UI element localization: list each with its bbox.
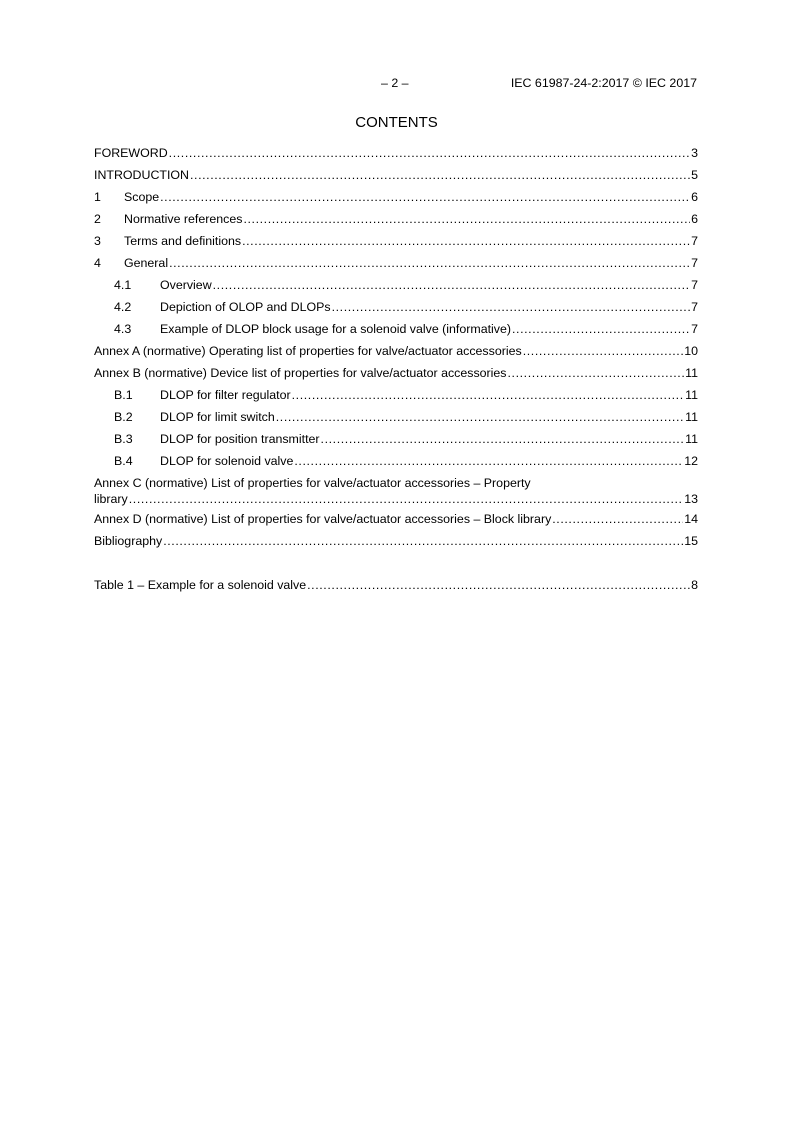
toc-entry[interactable] (94, 533, 698, 555)
toc-entry[interactable] (94, 277, 698, 299)
toc-entry-number: 4.1 (114, 278, 132, 292)
toc-entry[interactable] (94, 453, 698, 475)
toc-entry-text: General (124, 256, 169, 270)
toc-entry-text: Scope (124, 190, 160, 204)
toc-entry[interactable] (94, 343, 698, 365)
toc-entry-text-continued: library (94, 492, 128, 506)
table-of-contents (94, 145, 698, 599)
toc-entry-number: 1 (94, 190, 101, 204)
toc-entry-number: 2 (94, 212, 101, 226)
document-reference: IEC 61987-24-2:2017 © IEC 2017 (510, 76, 697, 90)
toc-entry[interactable] (94, 299, 698, 321)
leader-dots (129, 491, 683, 507)
leader-dots (169, 145, 690, 161)
toc-entry[interactable] (94, 189, 698, 211)
toc-entry[interactable] (94, 211, 698, 233)
leader-dots (552, 511, 683, 527)
leader-dots (243, 211, 690, 227)
toc-entry-text: DLOP for position transmitter (160, 432, 320, 446)
leader-dots (523, 343, 684, 359)
leader-dots (163, 533, 683, 549)
toc-entry[interactable] (94, 387, 698, 409)
toc-entry-page: 11 (685, 410, 698, 424)
leader-dots (512, 321, 690, 337)
toc-entry-page: 7 (691, 278, 698, 292)
toc-entry-page: 5 (691, 168, 698, 182)
toc-entry-number: B.1 (114, 388, 133, 402)
toc-entry-text: Example of DLOP block usage for a solenoid valve (informative) (160, 322, 512, 336)
leader-dots (332, 299, 691, 315)
toc-entry-page: 7 (691, 322, 698, 336)
toc-entry-page: 7 (691, 300, 698, 314)
toc-entry-page: 14 (684, 512, 698, 526)
leader-dots (213, 277, 690, 293)
toc-entry-text: DLOP for filter regulator (160, 388, 291, 402)
toc-entry-page: 11 (685, 388, 698, 402)
toc-entry[interactable] (94, 431, 698, 453)
toc-entry[interactable] (94, 409, 698, 431)
table-entry-text: Table 1 – Example for a solenoid valve (94, 578, 307, 592)
table-entry-page: 8 (691, 578, 698, 592)
toc-entry-text: Normative references (124, 212, 243, 226)
toc-entry-number: 4 (94, 256, 101, 270)
table-list-entry[interactable] (94, 577, 698, 599)
leader-dots (242, 233, 690, 249)
toc-entry-number: 3 (94, 234, 101, 248)
toc-entry-page: 11 (685, 432, 698, 446)
page-number: – 2 – (381, 76, 409, 90)
toc-entry-page: 7 (691, 234, 698, 248)
toc-entry-page: 6 (691, 212, 698, 226)
toc-entry-text: INTRODUCTION (94, 168, 189, 182)
toc-entry-page: 3 (691, 146, 698, 160)
toc-entry-text: DLOP for limit switch (160, 410, 275, 424)
toc-entry-page: 13 (684, 492, 698, 506)
toc-entry-number: 4.2 (114, 300, 132, 314)
leader-dots (276, 409, 684, 425)
leader-dots (169, 255, 690, 271)
toc-entry[interactable] (94, 511, 698, 533)
toc-entry-page: 12 (684, 454, 698, 468)
toc-entry-number: B.3 (114, 432, 133, 446)
toc-entry[interactable] (94, 255, 698, 277)
toc-entry-page: 6 (691, 190, 698, 204)
toc-entry-page: 7 (691, 256, 698, 270)
toc-entry-text: Annex A (normative) Operating list of properties for valve/actuator accessories (94, 344, 522, 358)
contents-title: CONTENTS (355, 114, 438, 131)
toc-entry-text: Overview (160, 278, 212, 292)
leader-dots (294, 453, 683, 469)
toc-entry-number: 4.3 (114, 322, 132, 336)
leader-dots (307, 577, 690, 593)
leader-dots (508, 365, 685, 381)
toc-entry-text: DLOP for solenoid valve (160, 454, 294, 468)
toc-entry-text: Terms and definitions (124, 234, 242, 248)
toc-entry-page: 11 (685, 366, 698, 380)
toc-entry-page: 15 (684, 534, 698, 548)
toc-entry[interactable] (94, 365, 698, 387)
toc-entry[interactable] (94, 233, 698, 255)
toc-entry-text: Annex C (normative) List of properties for valve/actuator accessories – Property (94, 476, 531, 490)
toc-entry-text: Bibliography (94, 534, 163, 548)
leader-dots (190, 167, 690, 183)
toc-entry[interactable] (94, 167, 698, 189)
leader-dots (160, 189, 690, 205)
toc-entry-text: Depiction of OLOP and DLOPs (160, 300, 331, 314)
toc-entry-text: Annex D (normative) List of properties for valve/actuator accessories – Block library (94, 512, 552, 526)
toc-entry[interactable] (94, 475, 698, 507)
toc-entry[interactable] (94, 321, 698, 343)
toc-entry-text: FOREWORD (94, 146, 168, 160)
toc-entry[interactable] (94, 145, 698, 167)
toc-entry-text: Annex B (normative) Device list of properties for valve/actuator accessories (94, 366, 507, 380)
toc-entry-number: B.2 (114, 410, 133, 424)
leader-dots (321, 431, 685, 447)
toc-entry-number: B.4 (114, 454, 133, 468)
toc-entry-page: 10 (684, 344, 698, 358)
leader-dots (292, 387, 685, 403)
